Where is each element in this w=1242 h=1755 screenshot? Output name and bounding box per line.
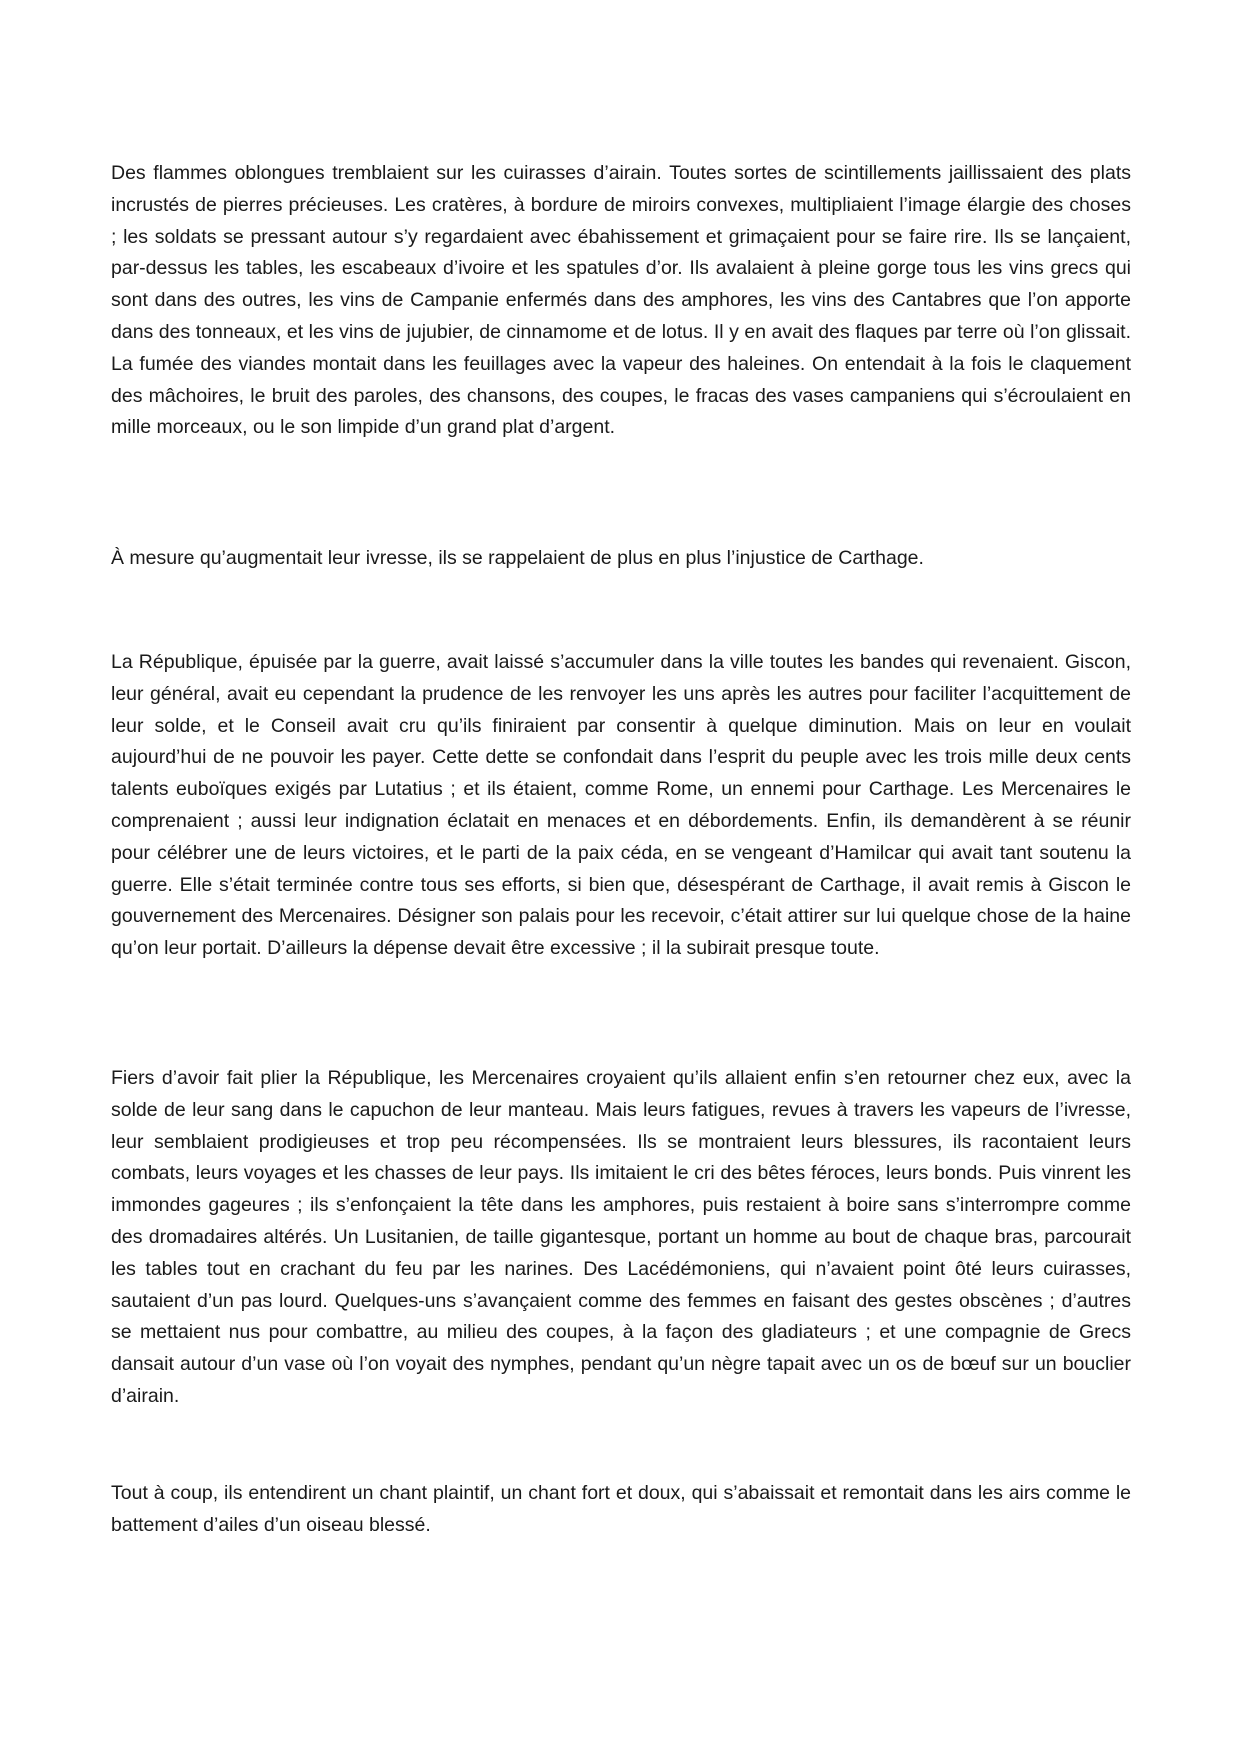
paragraph-3: La République, épuisée par la guerre, avait laissé s’accumuler dans la ville toutes les bandes qui revenaient. Giscon, leur général, avait eu cependant la prudence de les renvoyer les uns après les autres pour faciliter l’acquittement de leur solde, et le Conseil avait cru qu’ils finiraient par consentir à quelque diminution. Mais on leur en voulait aujourd’hui de ne pouvoir les payer. Cette dette se confondait dans l’esprit du peuple avec les trois mille deux cents talents euboïques exigés par Lutatius ; et ils étaient, comme Rome, un ennemi pour Carthage. Les Mercenaires le comprenaient ; aussi leur indignation éclatait en menaces et en débordements. Enfin, ils demandèrent à se réunir pour célébrer une de leurs victoires, et le parti de la paix céda, en se vengeant d’Hamilcar qui avait tant soutenu la guerre. Elle s’était terminée contre tous ses efforts, si bien que, désespérant de Carthage, il avait remis à Giscon le gouvernement des Mercenaires. Désigner son palais pour les recevoir, c’était attirer sur lui quelque chose de la haine qu’on leur portait. D’ailleurs la dépense devait être excessive ; il la subirait presque toute. — [111, 651, 1131, 960]
paragraph-2: À mesure qu’augmentait leur ivresse, ils se rappelaient de plus en plus l’injustice de Carthage. — [111, 547, 924, 569]
paragraph-5: Tout à coup, ils entendirent un chant plaintif, un chant fort et doux, qui s’abaissait et remontait dans les airs comme le battement d’ailes d’un oiseau blessé. — [111, 1482, 1131, 1536]
paragraph-1: Des flammes oblongues tremblaient sur les cuirasses d’airain. Toutes sortes de scintillements jaillissaient des plats incrustés de pierres précieuses. Les cratères, à bordure de miroirs convexes, multipliaient l’image élargie des choses ; les soldats se pressant autour s’y regardaient avec ébahissement et grimaçaient pour se faire rire. Ils se lançaient, par-dessus les tables, les escabeaux d’ivoire et les spatules d’or. Ils avalaient à pleine gorge tous les vins grecs qui sont dans des outres, les vins de Campanie enfermés dans des amphores, les vins des Cantabres que l’on apporte dans des tonneaux, et les vins de jujubier, de cinnamome et de lotus. Il y en avait des flaques par terre où l’on glissait. La fumée des viandes montait dans les feuillages avec la vapeur des haleines. On entendait à la fois le claquement des mâchoires, le bruit des paroles, des chansons, des coupes, le fracas des vases campaniens qui s’écroulaient en mille morceaux, ou le son limpide d’un grand plat d’argent. — [111, 162, 1131, 439]
paragraph-4: Fiers d’avoir fait plier la République, les Mercenaires croyaient qu’ils allaient enfin s’en retourner chez eux, avec la solde de leur sang dans le capuchon de leur manteau. Mais leurs fatigues, revues à travers les vapeurs de l’ivresse, leur semblaient prodigieuses et trop peu récompensées. Ils se montraient leurs blessures, ils racontaient leurs combats, leurs voyages et les chasses de leur pays. Ils imitaient le cri des bêtes féroces, leurs bonds. Puis vinrent les immondes gageures ; ils s’enfonçaient la tête dans les amphores, puis restaient à boire sans s’interrompre comme des dromadaires altérés. Un Lusitanien, de taille gigantesque, portant un homme au bout de chaque bras, parcourait les tables tout en crachant du feu par les narines. Des Lacédémoniens, qui n’avaient point ôté leurs cuirasses, sautaient d’un pas lourd. Quelques-uns s’avançaient comme des femmes en faisant des gestes obscènes ; d’autres se mettaient nus pour combattre, au milieu des coupes, à la façon des gladiateurs ; et une compagnie de Grecs dansait autour d’un vase où l’on voyait des nymphes, pendant qu’un nègre tapait avec un os de bœuf sur un bouclier d’airain. — [111, 1067, 1131, 1407]
